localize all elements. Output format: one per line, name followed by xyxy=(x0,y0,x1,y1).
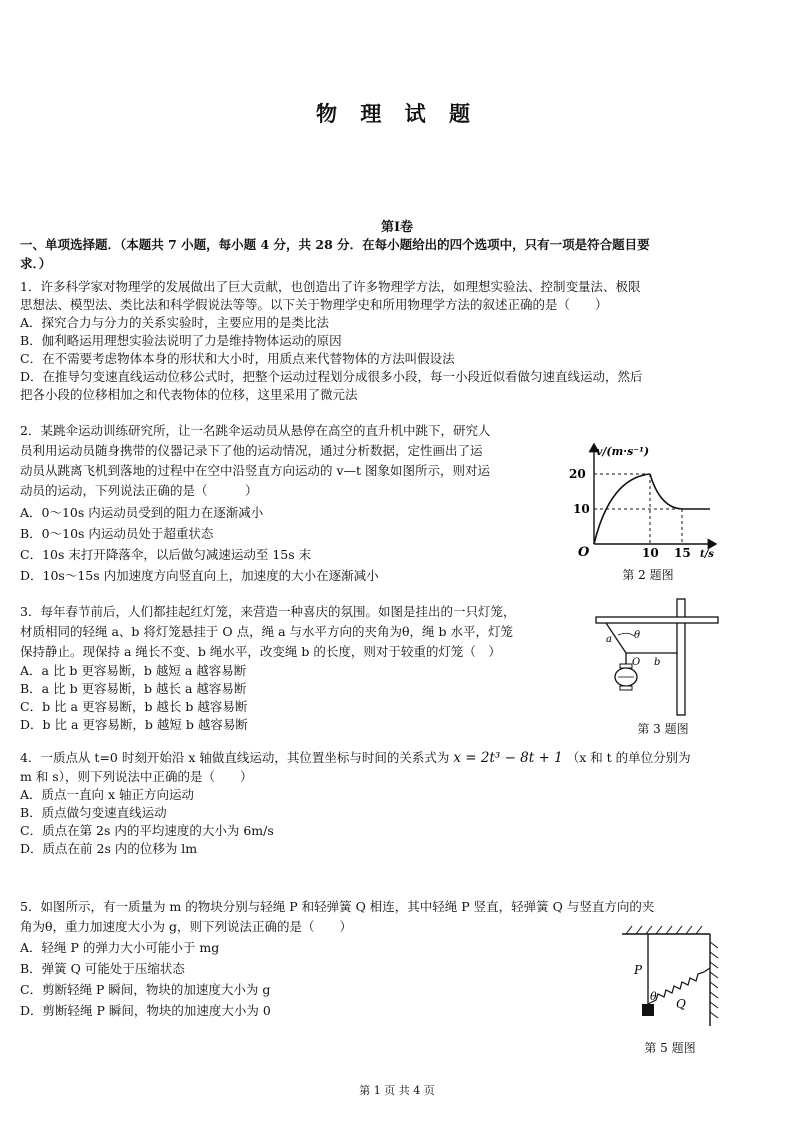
q4-stem-line2: m 和 s），则下列说法中正确的是（ ） xyxy=(20,769,253,784)
q5-label-q: Q xyxy=(676,997,686,1011)
q3-option-b: B．a 比 b 更容易断，b 越长 a 越容易断 xyxy=(20,681,247,696)
q3-label-o: O xyxy=(632,657,641,668)
q2-tick-10: 10 xyxy=(573,502,590,516)
q3-label-b: b xyxy=(654,657,661,668)
q5-option-b: B．弹簧 Q 可能处于压缩状态 xyxy=(20,961,185,976)
q5-option-a: A．轻绳 P 的弹力大小可能小于 mg xyxy=(20,940,220,955)
q1-stem-line2: 思想法、模型法、类比法和科学假说法等等。以下关于物理学史和所用物理学方法的叙述正确的是（ ） xyxy=(20,297,608,312)
q2-origin: O xyxy=(578,545,590,558)
page-footer: 第 1 页 共 4 页 xyxy=(359,1084,435,1097)
q5-label-theta: θ xyxy=(650,990,657,1003)
q2-tick-t10: 10 xyxy=(642,546,659,558)
q4-option-c: C．质点在第 2s 内的平均速度的大小为 6m/s xyxy=(20,823,274,838)
q3-option-a: A．a 比 b 更容易断，b 越短 a 越容易断 xyxy=(20,663,247,678)
volume-heading: 第I卷 xyxy=(380,220,414,235)
q4-stem-post: （x 和 t 的单位分别为 xyxy=(566,750,691,765)
q2-caption: 第 2 题图 xyxy=(622,568,674,582)
page-title: 物 理 试 题 xyxy=(316,101,478,126)
q5-label-p: P xyxy=(634,963,643,977)
q5-stem-line1: 5．如图所示，有一质量为 m 的物块分别与轻绳 P 和轻弹簧 Q 相连，其中轻绳 P 竖直，轻弹簧 Q 与竖直方向的夹 xyxy=(20,899,655,914)
q3-angle-arc xyxy=(618,633,634,636)
q2-stem-line4: 动员的运动，下列说法正确的是（ ） xyxy=(20,483,258,498)
q2-stem-line2: 员利用运动员随身携带的仪器记录下了他的运动情况，通过分析数据，定性画出了运 xyxy=(20,443,483,458)
q3-label-a: a xyxy=(606,634,612,645)
q1-option-d-line1: D．在推导匀变速直线运动位移公式时，把整个运动过程划分成很多小段，每一小段近似看做匀速直线运动，然后 xyxy=(20,369,643,384)
q5-stem-line2: 角为θ，重力加速度大小为 g，则下列说法正确的是（ ） xyxy=(20,919,353,934)
q3-option-d: D．b 比 a 更容易断，b 越短 b 越容易断 xyxy=(20,717,248,732)
q1-stem-line1: 1．许多科学家对物理学的发展做出了巨大贡献，也创造出了许多物理学方法，如理想实验法、控制变量法、极限 xyxy=(20,279,641,294)
q2-option-b: B．0～10s 内运动员处于超重状态 xyxy=(20,526,214,541)
q3-caption: 第 3 题图 xyxy=(637,722,689,736)
q5-spring-figure xyxy=(612,922,724,1030)
q2-tick-20: 20 xyxy=(569,467,586,481)
section-header-line1: 一、单项选择题．（本题共 7 小题，每小题 4 分，共 28 分．在每小题给出的四个选项中，只有一项是符合题目要 xyxy=(20,237,650,252)
q1-option-d-line2: 把各小段的位移相加之和代表物体的位移，这里采用了微元法 xyxy=(20,387,358,402)
q3-stem-line3: 保持静止。现保持 a 绳长不变、b 绳水平，改变绳 b 的长度，则对于较重的灯笼（ ） xyxy=(20,644,501,659)
q2-option-d: D．10s～15s 内加速度方向竖直向上，加速度的大小在逐渐减小 xyxy=(20,568,379,583)
section-header-line2: 求．） xyxy=(20,256,52,271)
q5-ceiling-hatch xyxy=(626,926,702,934)
q2-stem-line3: 动员从跳离飞机到落地的过程中在空中沿竖直方向运动的 v—t 图象如图所示，则对运 xyxy=(20,463,491,478)
q2-option-a: A．0～10s 内运动员受到的阻力在逐渐减小 xyxy=(20,505,264,520)
q1-option-c: C．在不需要考虑物体本身的形状和大小时，用质点来代替物体的方法叫假设法 xyxy=(20,351,455,366)
q2-tick-t15: 15 xyxy=(674,546,691,558)
q5-block xyxy=(642,1004,654,1016)
q1-option-a: A．探究合力与分力的关系实验时，主要应用的是类比法 xyxy=(20,315,330,330)
q4-stem-line1 xyxy=(20,749,691,767)
q1-option-b: B．伽利略运用理想实验法说明了力是维持物体运动的原因 xyxy=(20,333,342,348)
q3-stem-line2: 材质相同的轻绳 a、b 将灯笼悬挂于 O 点，绳 a 与水平方向的夹角为θ，绳 b 水平，灯笼 xyxy=(20,624,513,639)
q5-option-c: C．剪断轻绳 P 瞬间，物块的加速度大小为 g xyxy=(20,982,271,997)
q3-beam xyxy=(596,617,718,623)
q4-option-b: B．质点做匀变速直线运动 xyxy=(20,805,167,820)
q2-stem-line1: 2．某跳伞运动训练研究所，让一名跳伞运动员从悬停在高空的直升机中跳下，研究人 xyxy=(20,423,491,438)
q2-curve-fall xyxy=(650,474,710,509)
q3-option-c: C．b 比 a 更容易断，b 越长 b 越容易断 xyxy=(20,699,248,714)
q3-label-theta: θ xyxy=(634,630,641,641)
q2-vt-graph xyxy=(566,436,722,558)
q2-option-c: C．10s 末打开降落伞，以后做匀减速运动至 15s 末 xyxy=(20,547,312,562)
q3-stem-line1: 3．每年春节前后，人们都挂起红灯笼，来营造一种喜庆的氛围。如图是挂出的一只灯笼， xyxy=(20,604,516,619)
q5-option-d: D．剪断轻绳 P 瞬间，物块的加速度大小为 0 xyxy=(20,1003,271,1018)
q4-formula: x = 2t³ − 8t + 1 xyxy=(453,750,563,766)
q2-y-label: v/(m·s⁻¹) xyxy=(596,445,650,458)
q4-stem-pre: 4．一质点从 t=0 时刻开始沿 x 轴做直线运动，其位置坐标与时间的关系式为 xyxy=(20,750,450,765)
q3-lantern-figure xyxy=(592,598,722,716)
q5-wall-hatch xyxy=(710,942,718,1018)
q4-option-d: D．质点在前 2s 内的位移为 lm xyxy=(20,841,198,856)
q3-lantern-bottom xyxy=(620,686,632,690)
q2-x-label: t/s xyxy=(700,549,714,558)
q4-option-a: A．质点一直向 x 轴正方向运动 xyxy=(20,787,195,802)
q5-caption: 第 5 题图 xyxy=(644,1041,696,1055)
